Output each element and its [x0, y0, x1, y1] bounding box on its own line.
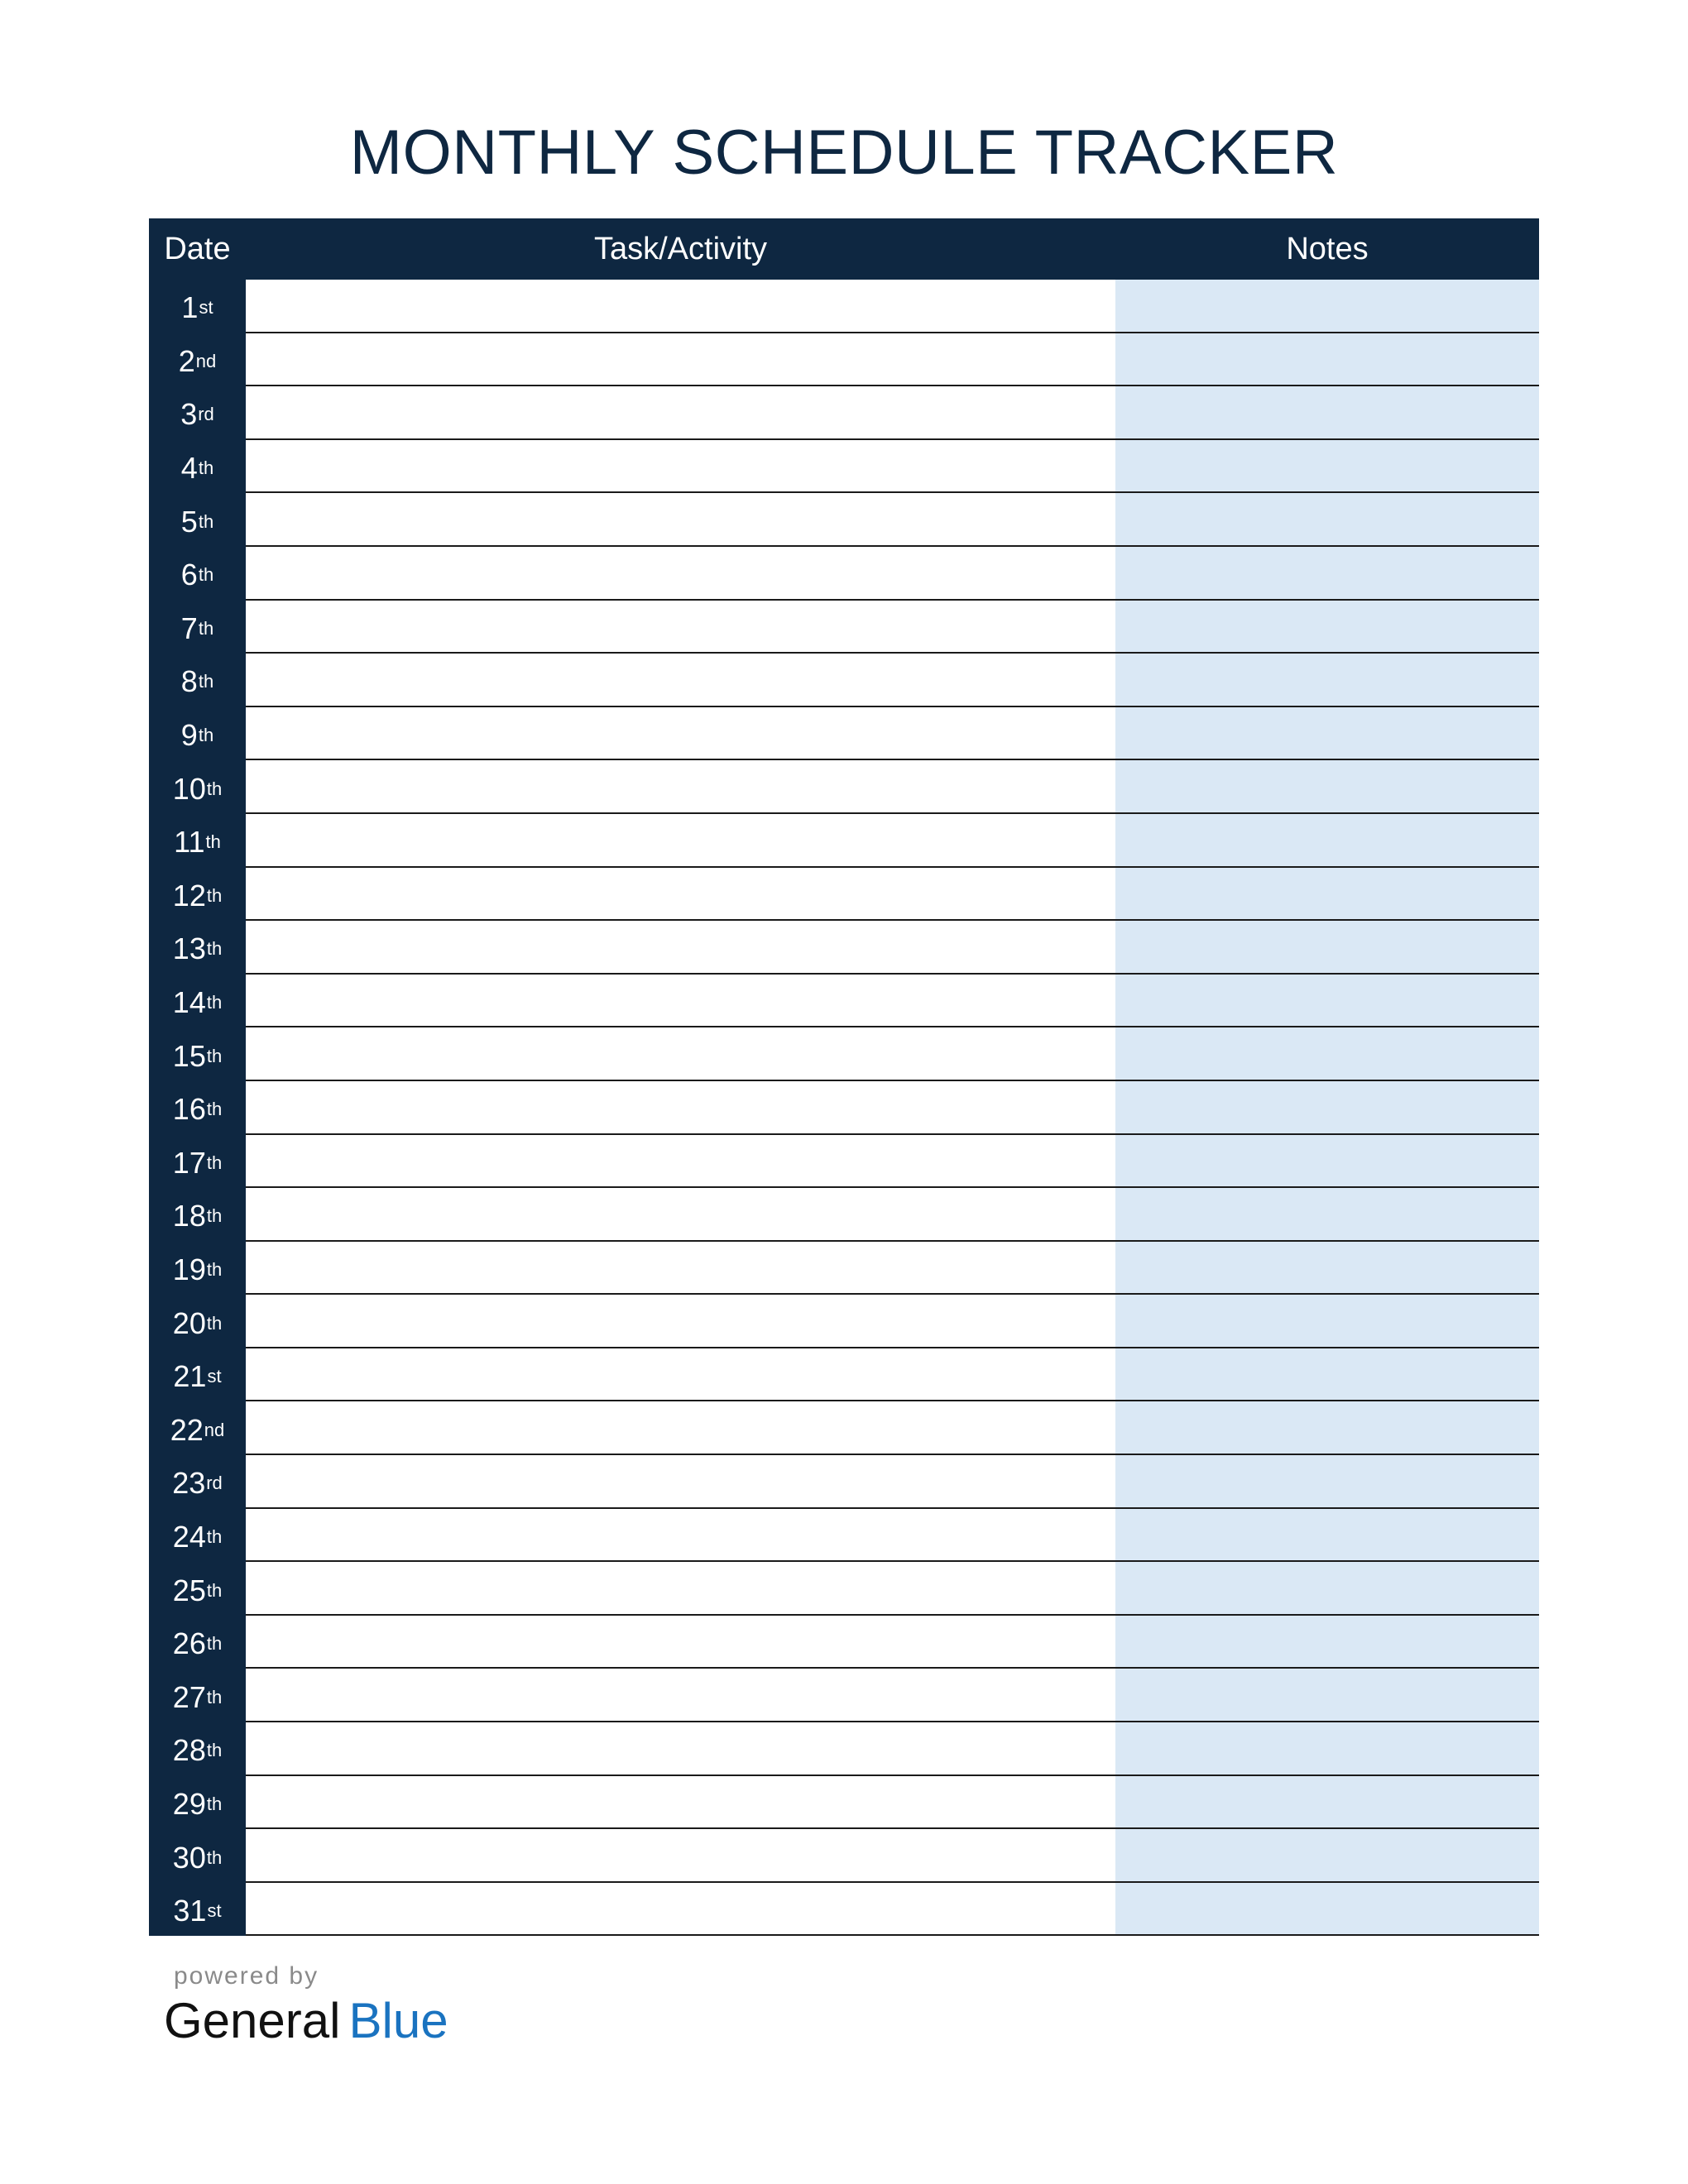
day-number: 6 — [180, 558, 198, 592]
notes-cell[interactable] — [1115, 1242, 1539, 1296]
notes-cell[interactable] — [1115, 1027, 1539, 1081]
date-cell: 7 th — [149, 601, 246, 654]
table-header — [149, 218, 1539, 280]
task-cell[interactable] — [246, 547, 1115, 601]
notes-cell[interactable] — [1115, 440, 1539, 494]
notes-cell[interactable] — [1115, 1348, 1539, 1402]
table-row — [149, 1401, 1539, 1455]
notes-cell[interactable] — [1115, 707, 1539, 761]
task-cell[interactable] — [246, 1722, 1115, 1776]
day-number: 20 — [172, 1305, 206, 1340]
day-number: 24 — [172, 1519, 206, 1554]
table-row — [149, 1188, 1539, 1242]
table-row — [149, 707, 1539, 761]
task-cell[interactable] — [246, 1242, 1115, 1296]
notes-cell[interactable] — [1115, 654, 1539, 707]
task-cell[interactable] — [246, 1509, 1115, 1563]
notes-cell[interactable] — [1115, 921, 1539, 975]
date-cell: 19 th — [149, 1242, 246, 1296]
day-number: 25 — [172, 1573, 206, 1607]
task-cell[interactable] — [246, 1401, 1115, 1455]
date-cell: 26 th — [149, 1616, 246, 1669]
notes-cell[interactable] — [1115, 1776, 1539, 1830]
notes-cell[interactable] — [1115, 601, 1539, 654]
day-number: 22 — [170, 1412, 204, 1447]
table-row — [149, 921, 1539, 975]
task-cell[interactable] — [246, 1562, 1115, 1616]
date-cell: 30 th — [149, 1829, 246, 1883]
task-cell[interactable] — [246, 760, 1115, 814]
task-cell[interactable] — [246, 493, 1115, 547]
table-row — [149, 1669, 1539, 1722]
table-row — [149, 868, 1539, 922]
day-number: 10 — [172, 771, 206, 806]
date-cell: 13 th — [149, 921, 246, 975]
day-number: 3 — [180, 397, 198, 432]
day-number: 23 — [172, 1466, 206, 1501]
date-cell: 25 th — [149, 1562, 246, 1616]
day-number: 5 — [180, 504, 198, 539]
table-row — [149, 1242, 1539, 1296]
table-row — [149, 1616, 1539, 1669]
day-number: 16 — [172, 1092, 206, 1127]
schedule-table — [149, 218, 1539, 1936]
day-number: 12 — [172, 878, 206, 912]
date-column-header: Date — [164, 231, 231, 266]
notes-cell[interactable] — [1115, 1401, 1539, 1455]
brand-general-text: General — [164, 1993, 341, 2048]
task-cell[interactable] — [246, 1455, 1115, 1509]
date-cell: 31 st — [149, 1883, 246, 1937]
task-cell[interactable] — [246, 868, 1115, 922]
task-cell[interactable] — [246, 1081, 1115, 1135]
notes-cell[interactable] — [1115, 814, 1539, 868]
powered-by-label: powered by — [174, 1962, 319, 1990]
day-number: 1 — [181, 290, 199, 325]
notes-cell[interactable] — [1115, 547, 1539, 601]
day-number: 26 — [172, 1626, 206, 1661]
date-cell: 15 th — [149, 1027, 246, 1081]
day-number: 27 — [172, 1679, 206, 1714]
date-cell: 5 th — [149, 493, 246, 547]
day-number: 2 — [178, 343, 195, 378]
notes-cell[interactable] — [1115, 975, 1539, 1028]
day-number: 9 — [180, 718, 198, 753]
date-cell: 10 th — [149, 760, 246, 814]
table-row — [149, 1776, 1539, 1830]
table-row — [149, 440, 1539, 494]
day-number: 19 — [172, 1252, 206, 1286]
day-number: 13 — [172, 932, 206, 966]
table-row — [149, 601, 1539, 654]
date-cell: 28 th — [149, 1722, 246, 1776]
date-cell: 11 th — [149, 814, 246, 868]
date-cell: 22 nd — [149, 1401, 246, 1455]
day-number: 18 — [172, 1199, 206, 1233]
table-row — [149, 1135, 1539, 1189]
table-row — [149, 1081, 1539, 1135]
day-number: 15 — [172, 1038, 206, 1073]
date-cell: 24 th — [149, 1509, 246, 1563]
notes-cell[interactable] — [1115, 868, 1539, 922]
table-row — [149, 1509, 1539, 1563]
day-number: 17 — [172, 1145, 206, 1180]
table-row — [149, 1295, 1539, 1348]
task-cell[interactable] — [246, 814, 1115, 868]
notes-cell[interactable] — [1115, 1135, 1539, 1189]
date-cell: 12 th — [149, 868, 246, 922]
date-cell: 9 th — [149, 707, 246, 761]
day-number: 31 — [173, 1894, 207, 1928]
table-row — [149, 1883, 1539, 1937]
notes-column-header: Notes — [1286, 231, 1369, 266]
table-row — [149, 1348, 1539, 1402]
task-cell[interactable] — [246, 386, 1115, 440]
date-cell: 14 th — [149, 975, 246, 1028]
task-cell[interactable] — [246, 1348, 1115, 1402]
notes-cell[interactable] — [1115, 1616, 1539, 1669]
date-cell: 27 th — [149, 1669, 246, 1722]
date-cell: 2 nd — [149, 333, 246, 387]
task-cell[interactable] — [246, 1295, 1115, 1348]
day-number: 8 — [180, 664, 198, 699]
task-cell[interactable] — [246, 1135, 1115, 1189]
table-body — [149, 280, 1539, 1936]
page-title: MONTHLY SCHEDULE TRACKER — [349, 117, 1339, 188]
date-cell: 18 th — [149, 1188, 246, 1242]
day-number: 4 — [180, 451, 198, 486]
notes-cell[interactable] — [1115, 1509, 1539, 1563]
task-cell[interactable] — [246, 1669, 1115, 1722]
task-cell[interactable] — [246, 1883, 1115, 1937]
day-number: 29 — [172, 1786, 206, 1821]
day-number: 14 — [172, 985, 206, 1020]
date-cell: 4 th — [149, 440, 246, 494]
notes-cell[interactable] — [1115, 760, 1539, 814]
task-cell[interactable] — [246, 601, 1115, 654]
task-cell[interactable] — [246, 921, 1115, 975]
notes-cell[interactable] — [1115, 1829, 1539, 1883]
task-cell[interactable] — [246, 654, 1115, 707]
notes-cell[interactable] — [1115, 1562, 1539, 1616]
task-cell[interactable] — [246, 707, 1115, 761]
table-row — [149, 1455, 1539, 1509]
date-cell: 23 rd — [149, 1455, 246, 1509]
notes-cell[interactable] — [1115, 1722, 1539, 1776]
task-cell[interactable] — [246, 1188, 1115, 1242]
table-row — [149, 1722, 1539, 1776]
task-cell[interactable] — [246, 280, 1115, 333]
task-cell[interactable] — [246, 1776, 1115, 1830]
table-row — [149, 280, 1539, 333]
day-number: 30 — [172, 1840, 206, 1875]
task-cell[interactable] — [246, 440, 1115, 494]
notes-cell[interactable] — [1115, 280, 1539, 333]
table-row — [149, 386, 1539, 440]
brand-blue-text: Blue — [348, 1993, 448, 2048]
notes-cell[interactable] — [1115, 333, 1539, 387]
table-row — [149, 547, 1539, 601]
notes-cell[interactable] — [1115, 1883, 1539, 1937]
task-column-header: Task/Activity — [593, 231, 768, 266]
task-cell[interactable] — [246, 1027, 1115, 1081]
notes-cell[interactable] — [1115, 1188, 1539, 1242]
table-row — [149, 654, 1539, 707]
table-row — [149, 1562, 1539, 1616]
notes-cell[interactable] — [1115, 1081, 1539, 1135]
date-cell: 3 rd — [149, 386, 246, 440]
table-row — [149, 975, 1539, 1028]
task-cell[interactable] — [246, 333, 1115, 387]
notes-cell[interactable] — [1115, 1669, 1539, 1722]
table-row — [149, 333, 1539, 387]
brand-logo — [164, 1990, 448, 2052]
task-cell[interactable] — [246, 1829, 1115, 1883]
date-cell: 21 st — [149, 1348, 246, 1402]
table-row — [149, 814, 1539, 868]
day-number: 7 — [180, 611, 198, 645]
task-cell[interactable] — [246, 1616, 1115, 1669]
date-cell: 29 th — [149, 1776, 246, 1830]
notes-cell[interactable] — [1115, 1455, 1539, 1509]
date-cell: 1 st — [149, 280, 246, 333]
day-number: 28 — [172, 1733, 206, 1768]
date-cell: 16 th — [149, 1081, 246, 1135]
notes-cell[interactable] — [1115, 1295, 1539, 1348]
date-cell: 6 th — [149, 547, 246, 601]
task-cell[interactable] — [246, 975, 1115, 1028]
day-number: 21 — [173, 1359, 207, 1394]
day-number: 11 — [174, 825, 205, 860]
table-row — [149, 493, 1539, 547]
date-cell: 17 th — [149, 1135, 246, 1189]
date-cell: 8 th — [149, 654, 246, 707]
table-row — [149, 1829, 1539, 1883]
date-cell: 20 th — [149, 1295, 246, 1348]
table-row — [149, 1027, 1539, 1081]
notes-cell[interactable] — [1115, 493, 1539, 547]
table-row — [149, 760, 1539, 814]
notes-cell[interactable] — [1115, 386, 1539, 440]
